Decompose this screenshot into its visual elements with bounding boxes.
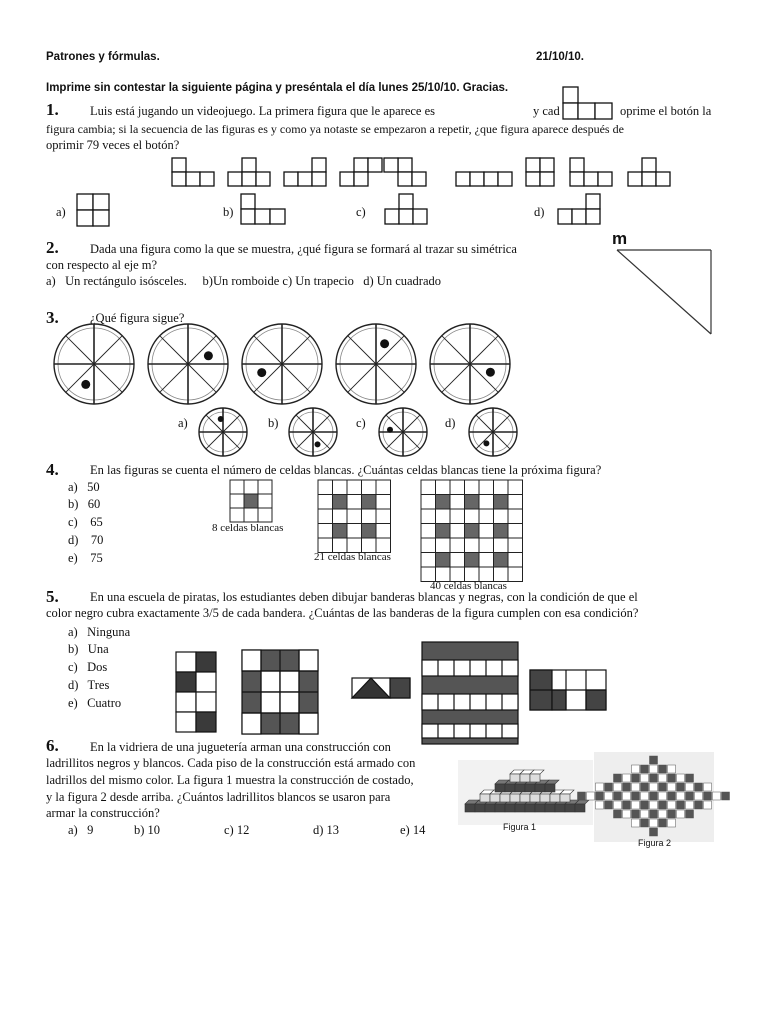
- q6-figure-1-brick-side: [520, 794, 530, 802]
- q6-figure-2-brick: [686, 810, 694, 818]
- instruction-text: Imprime sin contestar la siguiente página y preséntala el día lunes 25/10/10. Gracias.: [46, 82, 509, 94]
- q6-figure-1-brick-side: [530, 794, 540, 802]
- q6-figure-2-brick: [641, 792, 649, 800]
- q6-figure-1-brick-side: [480, 794, 490, 802]
- q3-wheel-5: [430, 324, 510, 404]
- q6-figure-2-brick: [605, 792, 613, 800]
- q6-figure-1-brick-side: [565, 804, 575, 812]
- q2-options: a) Un rectángulo isósceles. b)Un romboide c) Un trapecio d) Un cuadrado: [46, 274, 442, 288]
- q6-figure-2-brick: [677, 801, 685, 809]
- q6-figure-2-brick: [641, 801, 649, 809]
- q6-figure-2-brick: [641, 783, 649, 791]
- q6-figure-2-brick: [614, 801, 622, 809]
- q6-figure-2-brick: [650, 756, 658, 764]
- q5-line2: color negro cubra exactamente 3/5 de cada bandera. ¿Cuántas de las banderas de la figura cumplen con esa condición?: [46, 606, 639, 620]
- q6-figure-2-brick: [614, 783, 622, 791]
- q6-figure-1-brick-side: [490, 794, 500, 802]
- q6-figure-2-brick: [668, 783, 676, 791]
- q4-grid-3x3: [230, 480, 272, 522]
- q1-option-d: d): [534, 205, 545, 219]
- q6-figure-2-brick: [596, 801, 604, 809]
- q1-first-figure: [562, 86, 614, 122]
- q6-figure-1-brick-side: [510, 794, 520, 802]
- q1-option-c: c): [356, 205, 366, 219]
- q6-figure-2-brick: [614, 792, 622, 800]
- q1-sequence-figures: [170, 156, 680, 192]
- q6-figure-2-brick: [659, 792, 667, 800]
- q4-option-e: e) 75: [68, 551, 103, 565]
- q4-option-a: a) 50: [68, 480, 100, 494]
- q6-figure-1-brick-side: [530, 774, 540, 782]
- q1-option-b-figure: [240, 193, 290, 229]
- q6-figure-2-brick: [677, 783, 685, 791]
- q6-figure-2-brick: [686, 801, 694, 809]
- q6-figure-2-brick: [695, 792, 703, 800]
- q6-figure-2-brick: [641, 819, 649, 827]
- q6-number: 6.: [46, 736, 59, 755]
- q6-figure-2-brick: [578, 792, 586, 800]
- q6-figure-2-brick: [596, 783, 604, 791]
- q5-line1: En una escuela de piratas, los estudiantes deben dibujar banderas blancas y negras, con la condición de que el: [90, 590, 638, 604]
- q6-figure-2-brick: [650, 765, 658, 773]
- q6-figure-2-brick: [668, 819, 676, 827]
- q6-line3: ladrillos del mismo color. La figura 1 muestra la construcción de costado,: [46, 773, 414, 787]
- q2-line2: con respecto al eje m?: [46, 258, 158, 272]
- q2-triangle-figure: [615, 248, 715, 338]
- q3-option-b: b): [268, 416, 279, 430]
- q1-line3: oprimir 79 veces el botón?: [46, 138, 180, 152]
- q6-option-e: e) 14: [400, 823, 426, 837]
- q2-number: 2.: [46, 238, 59, 257]
- q6-figure-2-brick: [632, 765, 640, 773]
- q6-figure-1: [458, 760, 593, 825]
- q6-figure-2-brick: [650, 783, 658, 791]
- q6-figure-1-brick-side: [560, 794, 570, 802]
- q6-figure-2-brick: [659, 783, 667, 791]
- q5-option-d: d) Tres: [68, 678, 110, 692]
- q6-figure-1-brick-side: [550, 794, 560, 802]
- q6-figure-2-brick: [623, 774, 631, 782]
- q6-figure-2-brick: [641, 810, 649, 818]
- q3-wheel-4: [336, 324, 416, 404]
- q6-figure-2-brick: [695, 783, 703, 791]
- q6-figure-2-brick: [659, 774, 667, 782]
- q6-figure-2-brick: [704, 801, 712, 809]
- q4-caption-1: 8 celdas blancas: [212, 522, 284, 534]
- q6-figure-1-brick-side: [545, 804, 555, 812]
- q6-line1: En la vidriera de una juguetería arman una construcción con: [90, 740, 391, 754]
- q6-figure-2: [594, 752, 714, 842]
- q6-figure-2-brick: [659, 801, 667, 809]
- q3-wheel-1: [54, 324, 134, 404]
- q4-option-c: c) 65: [68, 515, 103, 529]
- q6-figure-2-brick: [686, 774, 694, 782]
- q6-figure-1-brick-side: [545, 784, 555, 792]
- q4-text: En las figuras se cuenta el número de celdas blancas. ¿Cuántas celdas blancas tiene la próxima figura?: [90, 463, 602, 477]
- q3-option-wheel-1: [199, 408, 247, 456]
- q6-figure-2-brick: [632, 792, 640, 800]
- q3-option-c: c): [356, 416, 366, 430]
- q6-figure-1-brick-side: [555, 804, 565, 812]
- q6-figure-2-brick: [650, 810, 658, 818]
- q6-figure-1-brick-side: [485, 804, 495, 812]
- q1-option-b: b): [223, 205, 234, 219]
- q6-figure-1-brick-side: [475, 804, 485, 812]
- q6-figure-2-brick: [686, 792, 694, 800]
- q5-option-c: c) Dos: [68, 660, 108, 674]
- q4-grid-7x7: [421, 480, 523, 582]
- q4-caption-2: 21 celdas blancas: [314, 551, 391, 563]
- q4-number: 4.: [46, 460, 59, 479]
- q6-figure-2-brick: [659, 810, 667, 818]
- q6-figure-2-brick: [605, 801, 613, 809]
- page-date: 21/10/10.: [536, 51, 584, 63]
- q3-option-d: d): [445, 416, 456, 430]
- q6-figure-2-brick: [659, 819, 667, 827]
- q6-figure-2-brick: [713, 792, 721, 800]
- q6-figure-2-brick: [668, 801, 676, 809]
- q5-option-a: a) Ninguna: [68, 625, 131, 639]
- q6-figure-1-brick-side: [465, 804, 475, 812]
- q6-figure-2-brick: [605, 783, 613, 791]
- q3-option-a: a): [178, 416, 188, 430]
- q6-figure-2-brick: [632, 819, 640, 827]
- q5-number: 5.: [46, 587, 59, 606]
- q5-option-b: b) Una: [68, 642, 109, 656]
- q6-option-d: d) 13: [313, 823, 340, 837]
- q3-text: ¿Qué figura sigue?: [90, 311, 185, 325]
- q3-wheel-sequence: [50, 320, 540, 410]
- q6-figure-2-brick: [695, 801, 703, 809]
- q4-grid-5x5: [318, 480, 391, 553]
- page-title: Patrones y fórmulas.: [46, 51, 160, 63]
- q1-option-c-figure: [384, 193, 434, 229]
- q6-figure-2-brick: [623, 801, 631, 809]
- q6-figure-2-brick: [623, 792, 631, 800]
- q6-figure-1-brick-side: [495, 804, 505, 812]
- q6-figure-2-brick: [650, 801, 658, 809]
- q6-line4: y la figura 2 desde arriba. ¿Cuántos ladrillitos blancos se usaron para: [46, 790, 391, 804]
- q6-figure-2-brick: [623, 783, 631, 791]
- q4-caption-3: 40 celdas blancas: [430, 580, 507, 592]
- q5-flag-figures: [170, 638, 615, 748]
- q6-figure-1-brick-side: [525, 784, 535, 792]
- q6-figure-1-brick-side: [525, 804, 535, 812]
- q6-line2: ladrillitos negros y blancos. Cada piso de la construcción está armado con: [46, 756, 416, 770]
- q6-figure-1-brick-side: [575, 804, 585, 812]
- q6-figure-1-brick-side: [505, 784, 515, 792]
- q6-option-b: b) 10: [134, 823, 161, 837]
- q3-option-wheel-3: [379, 408, 427, 456]
- q6-figure-1-brick-side: [500, 794, 510, 802]
- q6-figure-2-brick: [704, 792, 712, 800]
- q6-figure-2-brick: [641, 765, 649, 773]
- q6-figure-2-brick: [677, 810, 685, 818]
- q1-line1c: oprime el botón la: [620, 104, 712, 118]
- q3-wheel-3: [242, 324, 322, 404]
- q1-option-d-figure: [556, 193, 606, 229]
- q6-figure-2-brick: [596, 792, 604, 800]
- q6-figure-1-brick-side: [515, 784, 525, 792]
- q6-figure-1-label: Figura 1: [503, 822, 537, 832]
- q3-option-wheel-4: [469, 408, 517, 456]
- q6-option-c: c) 12: [224, 823, 250, 837]
- q6-figure-1-brick-side: [505, 804, 515, 812]
- q6-figure-2-brick: [641, 774, 649, 782]
- q6-figure-2-brick: [677, 774, 685, 782]
- q6-figure-2-brick: [632, 774, 640, 782]
- q5-option-e: e) Cuatro: [68, 696, 122, 710]
- q6-figure-2-brick: [686, 783, 694, 791]
- q6-figure-2-brick: [614, 774, 622, 782]
- q6-figure-2-brick: [650, 774, 658, 782]
- q6-figure-1-brick-side: [515, 804, 525, 812]
- q6-figure-1-brick-side: [540, 794, 550, 802]
- q6-figure-2-brick: [704, 783, 712, 791]
- q6-figure-2-brick: [722, 792, 730, 800]
- q6-figure-2-brick: [650, 792, 658, 800]
- q6-figure-1-brick-side: [510, 774, 520, 782]
- q4-option-d: d) 70: [68, 533, 104, 547]
- q6-figure-1-brick-side: [535, 784, 545, 792]
- q1-line2: figura cambia; si la secuencia de las figuras es y como ya notaste se empezaron a repetir, ¿que figura aparece después de: [46, 122, 624, 136]
- q6-figure-2-brick: [677, 792, 685, 800]
- q6-figure-2-brick: [668, 774, 676, 782]
- q1-option-a-figure: [76, 193, 112, 229]
- q1-line1a: Luis está jugando un videojuego. La primera figura que le aparece es: [90, 104, 436, 118]
- q1-number: 1.: [46, 100, 59, 119]
- axis-m-label: m: [612, 229, 628, 248]
- q2-line1: Dada una figura como la que se muestra, ¿qué figura se formará al trazar su simétrica: [90, 242, 517, 256]
- q6-figure-2-brick: [587, 792, 595, 800]
- q1-line1b: y cad: [533, 104, 560, 118]
- q6-figure-2-brick: [650, 819, 658, 827]
- q6-line5: armar la construcción?: [46, 806, 160, 820]
- q4-option-b: b) 60: [68, 497, 101, 511]
- q6-figure-2-brick: [668, 810, 676, 818]
- q3-wheel-2: [148, 324, 228, 404]
- q6-option-a: a) 9: [68, 823, 94, 837]
- q3-option-wheels: [195, 400, 525, 460]
- q6-figure-1-brick-side: [535, 804, 545, 812]
- q6-figure-2-brick: [650, 828, 658, 836]
- q6-figure-2-brick: [623, 810, 631, 818]
- q6-figure-2-brick: [614, 810, 622, 818]
- q1-option-a: a): [56, 205, 66, 219]
- q6-figure-2-label: Figura 2: [638, 838, 672, 848]
- q6-figure-2-brick: [668, 792, 676, 800]
- q6-figure-2-brick: [632, 783, 640, 791]
- q6-figure-1-brick-side: [520, 774, 530, 782]
- q6-figure-2-brick: [668, 765, 676, 773]
- q6-figure-2-brick: [632, 801, 640, 809]
- q3-number: 3.: [46, 308, 59, 327]
- q6-figure-2-brick: [659, 765, 667, 773]
- q6-figure-2-brick: [632, 810, 640, 818]
- q6-figure-1-brick-side: [495, 784, 505, 792]
- q3-option-wheel-2: [289, 408, 337, 456]
